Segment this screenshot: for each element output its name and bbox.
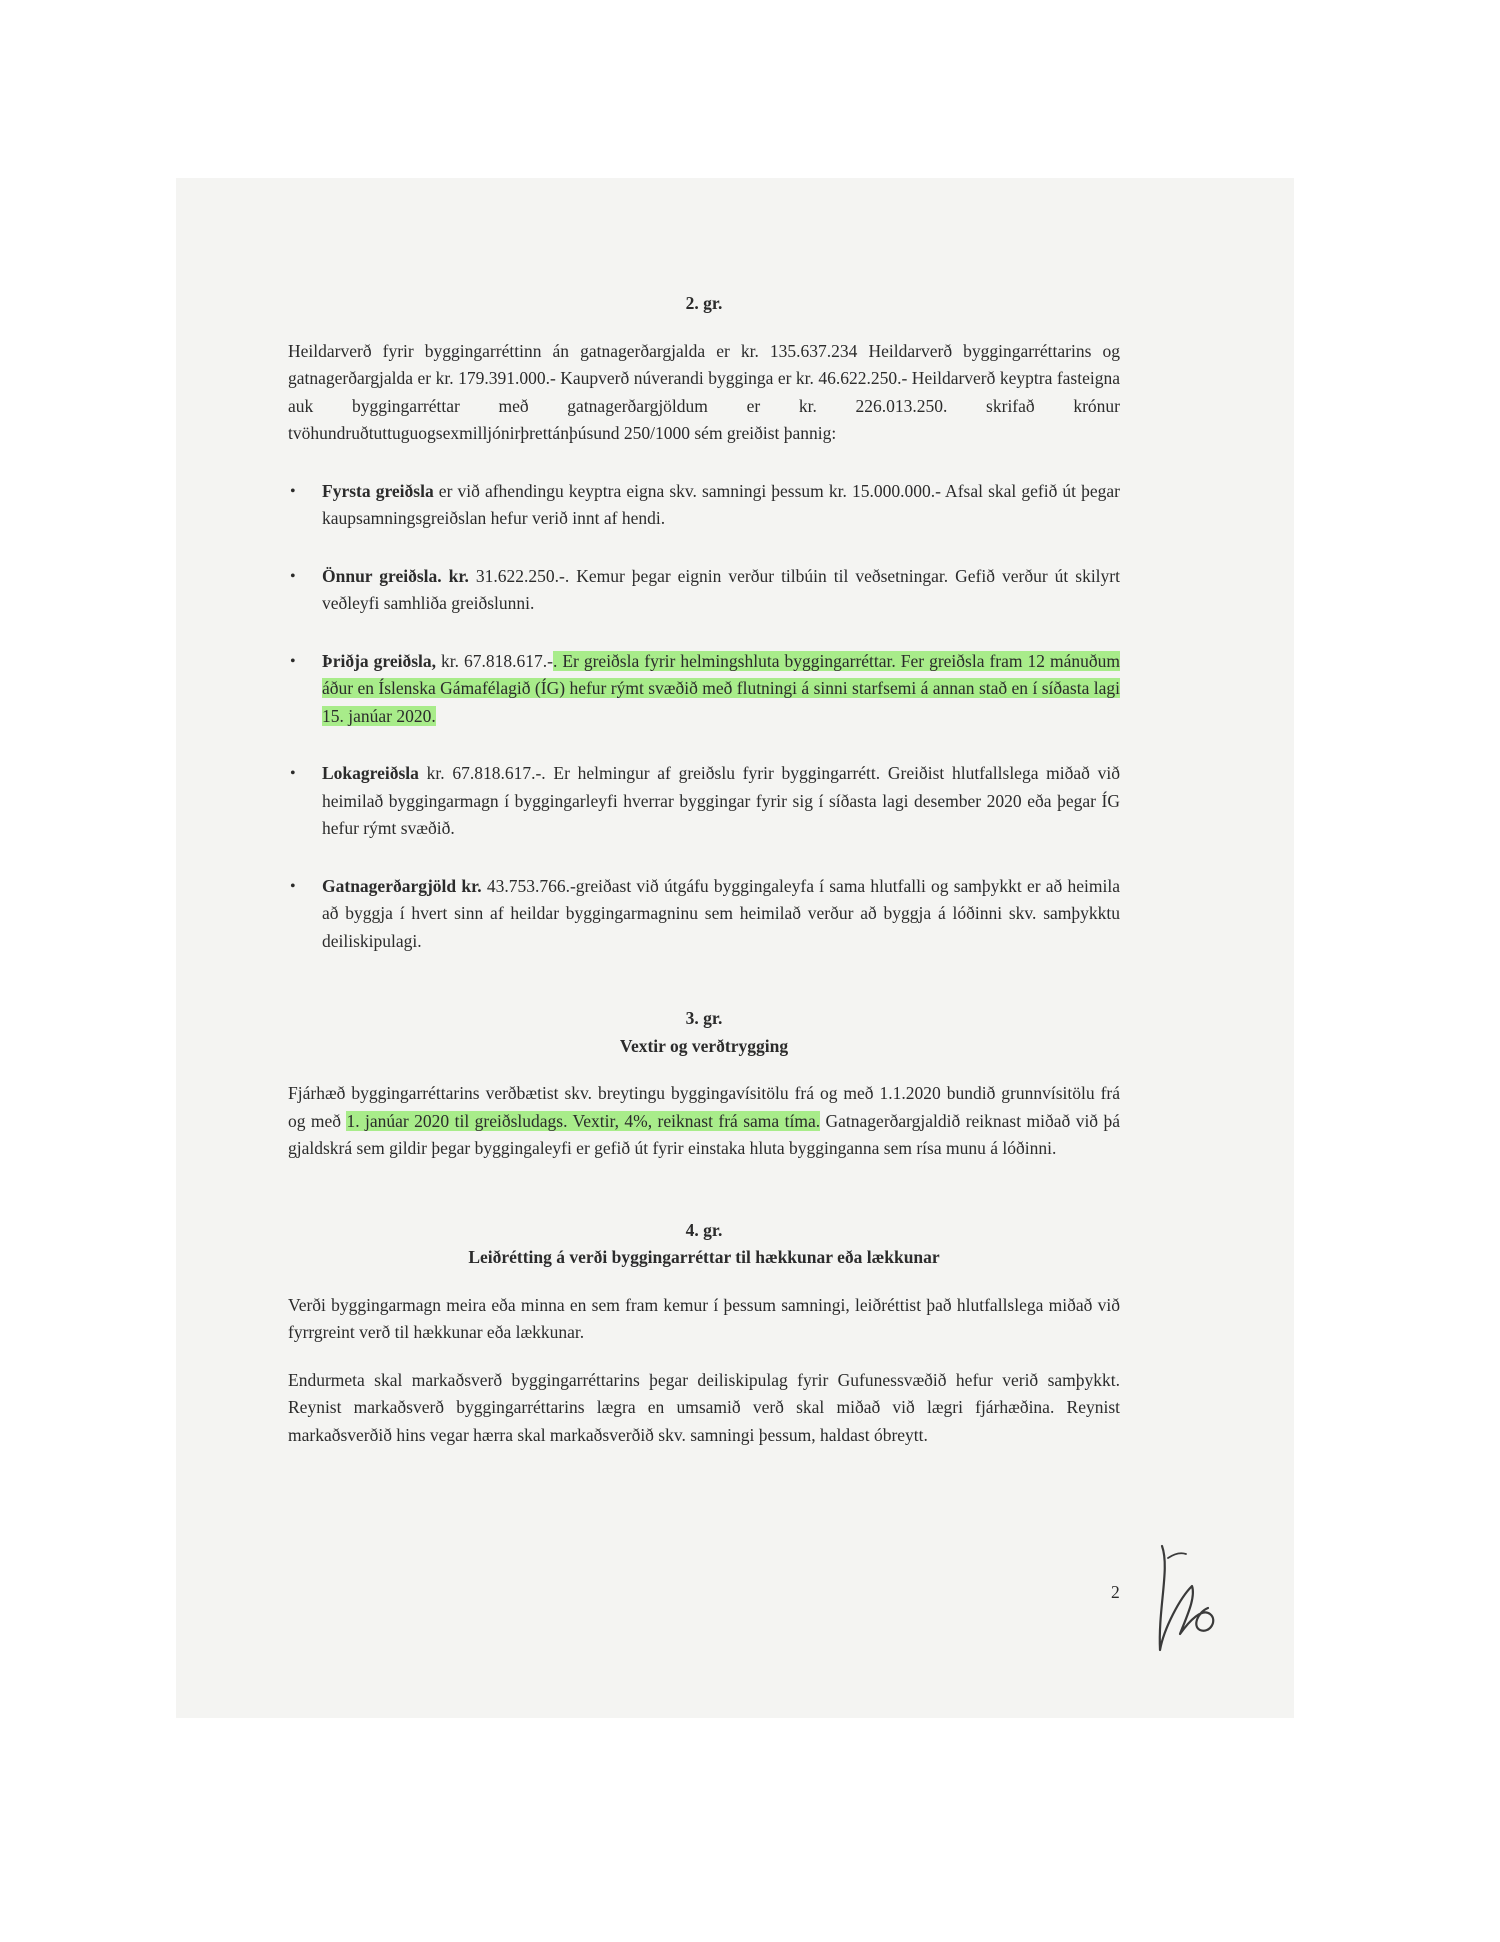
- payment-item-text: 43.753.766.-greiðast við útgáfu byggingaleyfa í sama hlutfalli og samþykkt er að heimila að byggja í hvert sinn af heildar byggingarmagninu sem heimilað verður að byggja á lóðinni skv. samþykktu deiliskipulagi.: [322, 875, 1120, 951]
- payment-list: [288, 478, 1120, 956]
- payment-item-label: Þriðja greiðsla,: [322, 650, 437, 671]
- section-3-title: Vextir og verðtrygging: [619, 1035, 789, 1056]
- payment-item-text: kr. 67.818.617.-. Er helmingur af greiðslu fyrir byggingarrétt. Greiðist hlutfallslega miðað við heimilað byggingarmagn í byggingarleyfi hverrar byggingar fyrir sig í síðasta lagi desember 2020 eða þegar ÍG hefur rýmt svæðið.: [322, 763, 1120, 838]
- bullet-icon: •: [290, 567, 296, 585]
- bullet-icon: •: [290, 765, 296, 782]
- section-4-number: 4. gr.: [685, 1219, 723, 1240]
- payment-item-label: Fyrsta greiðsla: [322, 480, 434, 501]
- payment-item-label: Gatnagerðargjöld kr.: [322, 875, 482, 896]
- bullet-icon: •: [290, 652, 296, 670]
- section-3-text: Fjárhæð byggingarréttarins verðbætist skv. breytingu byggingavísitölu frá og með 1.1.2020 bundið grunnvísitölu frá og með: [288, 1083, 1120, 1131]
- highlighted-text: . Er greiðsla fyrir helmingshluta byggingarréttar. Fer greiðsla fram 12 mánuðum áður en Íslenska Gámafélagið (ÍG) hefur rýmt svæðið með flutningi á sinni starfsemi á annan stað en í síðasta lagi 15. janúar 2020.: [322, 650, 1120, 726]
- section-4-heading: [288, 1217, 1120, 1272]
- payment-item-label: Lokagreiðsla: [322, 763, 419, 783]
- bullet-icon: •: [290, 482, 296, 500]
- payment-item-text: 31.622.250.-. Kemur þegar eignin verður tilbúin til veðsetningar. Gefið verður út skilyrt veðleyfi samhliða greiðslunni.: [322, 565, 1120, 613]
- payment-item-4: [288, 760, 1120, 843]
- section-3-heading: [288, 1005, 1120, 1060]
- section-3-number: 3. gr.: [685, 1008, 723, 1028]
- payment-item-3: [288, 648, 1120, 731]
- bullet-icon: •: [290, 877, 296, 895]
- section-3-paragraph: [288, 1080, 1120, 1163]
- section-2-intro: Heildarverð fyrir byggingarréttinn án gatnagerðargjalda er kr. 135.637.234 Heildarverð byggingarréttarins og gatnagerðargjalda er kr. 179.391.000.- Kaupverð núverandi bygginga er kr. 46.622.250.- Heildarverð keyptra fasteigna auk byggingarréttar með gatnagerðargjöldum er kr. 226.013.250. skrifað krónur tvöhundruðtuttuguogsexmilljónirþrettánþúsund 250/1000 sém greiðist þannig:: [288, 340, 1120, 443]
- document-body: [288, 290, 1120, 1449]
- highlighted-text: 1. janúar 2020 til greiðsludags. Vextir, 4%, reiknast frá sama tíma.: [346, 1110, 821, 1131]
- section-3-text: Gatnagerðargjaldið reiknast miðað við þá gjaldskrá sem gildir þegar byggingaleyfi er gefið út fyrir einstaka hluta bygginganna sem rísa munu á lóðinni.: [288, 1110, 1120, 1158]
- payment-item-5: [288, 873, 1120, 956]
- section-4-paragraph-1: Verði byggingarmagn meira eða minna en sem fram kemur í þessum samningi, leiðréttist það hlutfallslega miðað við fyrrgreint verð til hækkunar eða lækkunar.: [288, 1294, 1120, 1342]
- payment-item-text: er við afhendingu keyptra eigna skv. samningi þessum kr. 15.000.000.- Afsal skal gefið út þegar kaupsamningsgreiðslan hefur verið innt af hendi.: [322, 480, 1120, 528]
- payment-item-label: Önnur greiðsla. kr.: [322, 565, 469, 586]
- payment-item-1: [288, 478, 1120, 533]
- section-4-paragraph-2: Endurmeta skal markaðsverð byggingarréttarins þegar deiliskipulag fyrir Gufunessvæðið hefur verið samþykkt. Reynist markaðsverð byggingarréttarins lægra en umsamið verð skal miðað við lægri fjárhæðina. Reynist markaðsverðið hins vegar hærra skal markaðsverðið skv. samningi þessum, haldast óbreytt.: [288, 1369, 1120, 1445]
- payment-item-text: kr. 67.818.617.-: [436, 650, 553, 671]
- signature-mark: [1140, 1538, 1228, 1658]
- payment-item-2: [288, 563, 1120, 618]
- section-2-heading: 2. gr.: [685, 293, 723, 313]
- page-number: 2: [1111, 1582, 1120, 1602]
- section-4-title: Leiðrétting á verði byggingarréttar til hækkunar eða lækkunar: [468, 1247, 940, 1267]
